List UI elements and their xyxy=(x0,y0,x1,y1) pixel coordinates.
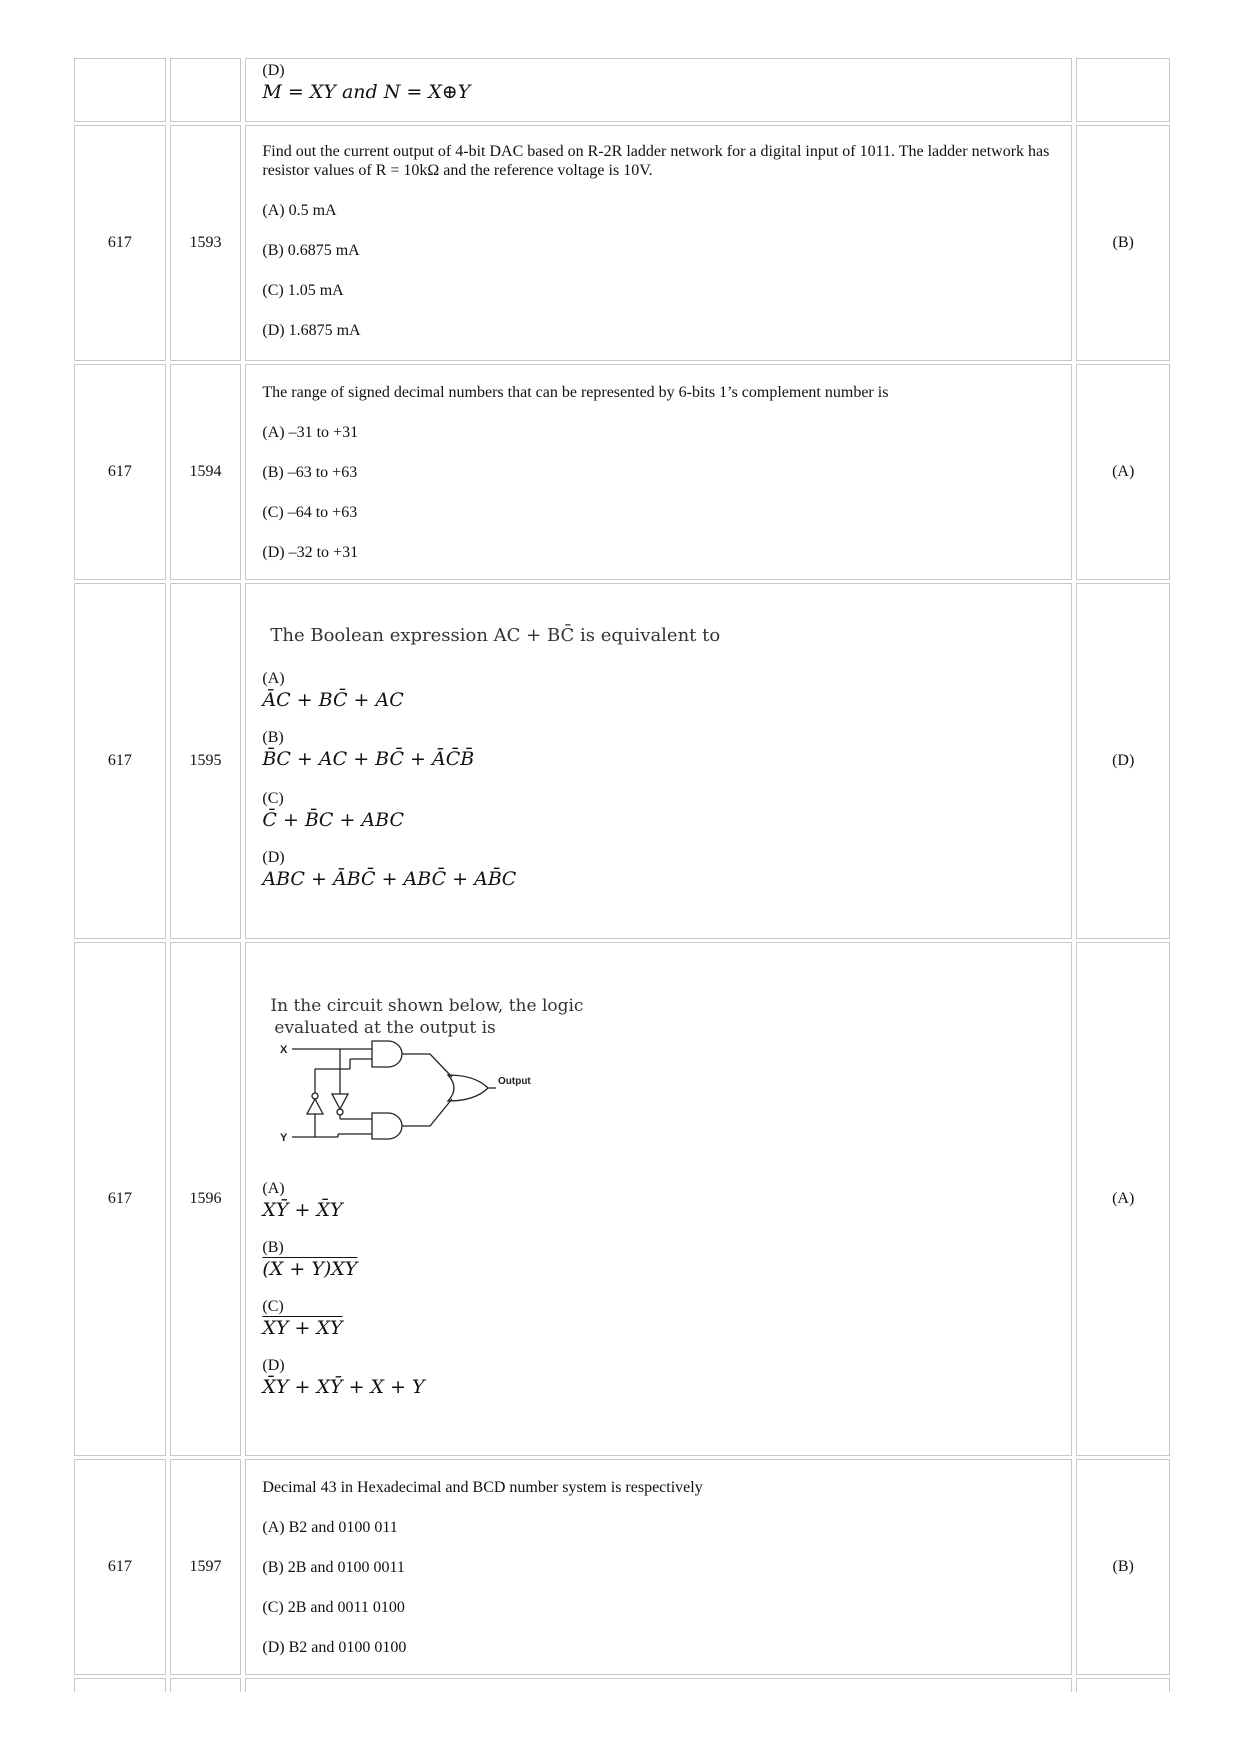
option-a: (A) 0.5 mA xyxy=(262,202,337,219)
cell-question-no: 1593 xyxy=(170,125,242,361)
table-row-partial xyxy=(74,1678,1170,1692)
input-x-label: X xyxy=(280,1044,288,1056)
table-row xyxy=(74,583,1170,939)
cell-answer: (B) xyxy=(1076,1459,1170,1675)
cell-question xyxy=(245,1459,1072,1675)
cell-paper-code: 617 xyxy=(74,125,166,361)
output-label: Output xyxy=(498,1076,532,1087)
cell-question-no xyxy=(170,1678,242,1692)
option-b-math-text: (X + Y)XY xyxy=(262,1258,358,1280)
cell-answer: (A) xyxy=(1076,942,1170,1456)
question-text: The Boolean expression AC + BC̄ is equivalent to xyxy=(270,625,721,646)
option-b: (B) 0.6875 mA xyxy=(262,242,360,259)
option-a: (A) B2 and 0100 011 xyxy=(262,1519,398,1536)
cell-question xyxy=(245,1678,1072,1692)
input-y-label: Y xyxy=(280,1132,288,1144)
option-b-label: (B) xyxy=(262,1239,284,1256)
option-d: (D) –32 to +31 xyxy=(262,544,359,561)
cell-answer: (B) xyxy=(1076,125,1170,361)
option-c-math-text: XY + XY xyxy=(262,1317,343,1339)
cell-paper-code xyxy=(74,58,166,122)
option-c-math: C̄ + B̄C + ABC xyxy=(262,809,404,831)
cell-paper-code xyxy=(74,1678,166,1692)
option-d-label: (D) xyxy=(262,849,285,866)
option-d-math: ABC + ĀBC̄ + ABC̄ + AB̄C xyxy=(262,868,517,890)
cell-answer xyxy=(1076,1678,1170,1692)
option-d: (D) 1.6875 mA xyxy=(262,322,361,339)
option-d-label: (D) xyxy=(262,62,285,79)
cell-paper-code: 617 xyxy=(74,364,166,580)
option-b: (B) 2B and 0100 0011 xyxy=(262,1559,405,1576)
cell-question-no: 1597 xyxy=(170,1459,242,1675)
option-d: (D) B2 and 0100 0100 xyxy=(262,1639,407,1656)
cell-question-no: 1594 xyxy=(170,364,242,580)
question-text: Find out the current output of 4-bit DAC based on R-2R ladder network for a digital input of 1011. The ladder network has resistor values of R = 10kΩ and the reference voltage is 10V. xyxy=(262,143,1050,179)
logic-circuit-diagram xyxy=(270,1039,560,1157)
option-b-label: (B) xyxy=(262,729,284,746)
cell-paper-code: 617 xyxy=(74,583,166,939)
cell-answer xyxy=(1076,58,1170,122)
question-text: Decimal 43 in Hexadecimal and BCD number system is respectively xyxy=(262,1479,703,1496)
table-row xyxy=(74,942,1170,1456)
option-a-label: (A) xyxy=(262,670,285,687)
cell-answer: (A) xyxy=(1076,364,1170,580)
question-line-1: In the circuit shown below, the logic xyxy=(270,996,584,1016)
option-a-label: (A) xyxy=(262,1180,285,1197)
cell-question-no: 1596 xyxy=(170,942,242,1456)
option-c: (C) 2B and 0011 0100 xyxy=(262,1599,405,1616)
cell-question xyxy=(245,125,1072,361)
option-a: (A) –31 to +31 xyxy=(262,424,359,441)
question-figure xyxy=(270,995,1055,1039)
question-line-2: evaluated at the output is xyxy=(274,1018,496,1038)
table-row xyxy=(74,125,1170,361)
table-row xyxy=(74,1459,1170,1675)
option-d-math: X̄Y + XȲ + X + Y xyxy=(262,1376,425,1398)
option-a-math: ĀC + BC̄ + AC xyxy=(262,689,404,711)
cell-question xyxy=(245,364,1072,580)
option-d-math: M = XY and N = X⊕Y xyxy=(262,81,471,103)
option-c-label: (C) xyxy=(262,790,284,807)
cell-question xyxy=(245,942,1072,1456)
option-c: (C) –64 to +63 xyxy=(262,504,358,521)
table-row xyxy=(74,364,1170,580)
option-c-label: (C) xyxy=(262,1298,284,1315)
table-row xyxy=(74,58,1170,122)
option-c: (C) 1.05 mA xyxy=(262,282,344,299)
option-b: (B) –63 to +63 xyxy=(262,464,358,481)
option-d-label: (D) xyxy=(262,1357,285,1374)
cell-answer: (D) xyxy=(1076,583,1170,939)
question-text: The range of signed decimal numbers that can be represented by 6-bits 1’s complement number is xyxy=(262,384,889,401)
cell-question-no: 1595 xyxy=(170,583,242,939)
cell-paper-code: 617 xyxy=(74,942,166,1456)
option-b-math xyxy=(262,1257,1055,1281)
option-b-math: B̄C + AC + BC̄ + ĀC̄B̄ xyxy=(262,748,475,770)
cell-question xyxy=(245,58,1072,122)
option-c-math xyxy=(262,1316,1055,1340)
cell-paper-code: 617 xyxy=(74,1459,166,1675)
cell-question xyxy=(245,583,1072,939)
cell-question-no xyxy=(170,58,242,122)
questions-table xyxy=(74,58,1170,1695)
option-a-math: XȲ + X̄Y xyxy=(262,1199,343,1221)
